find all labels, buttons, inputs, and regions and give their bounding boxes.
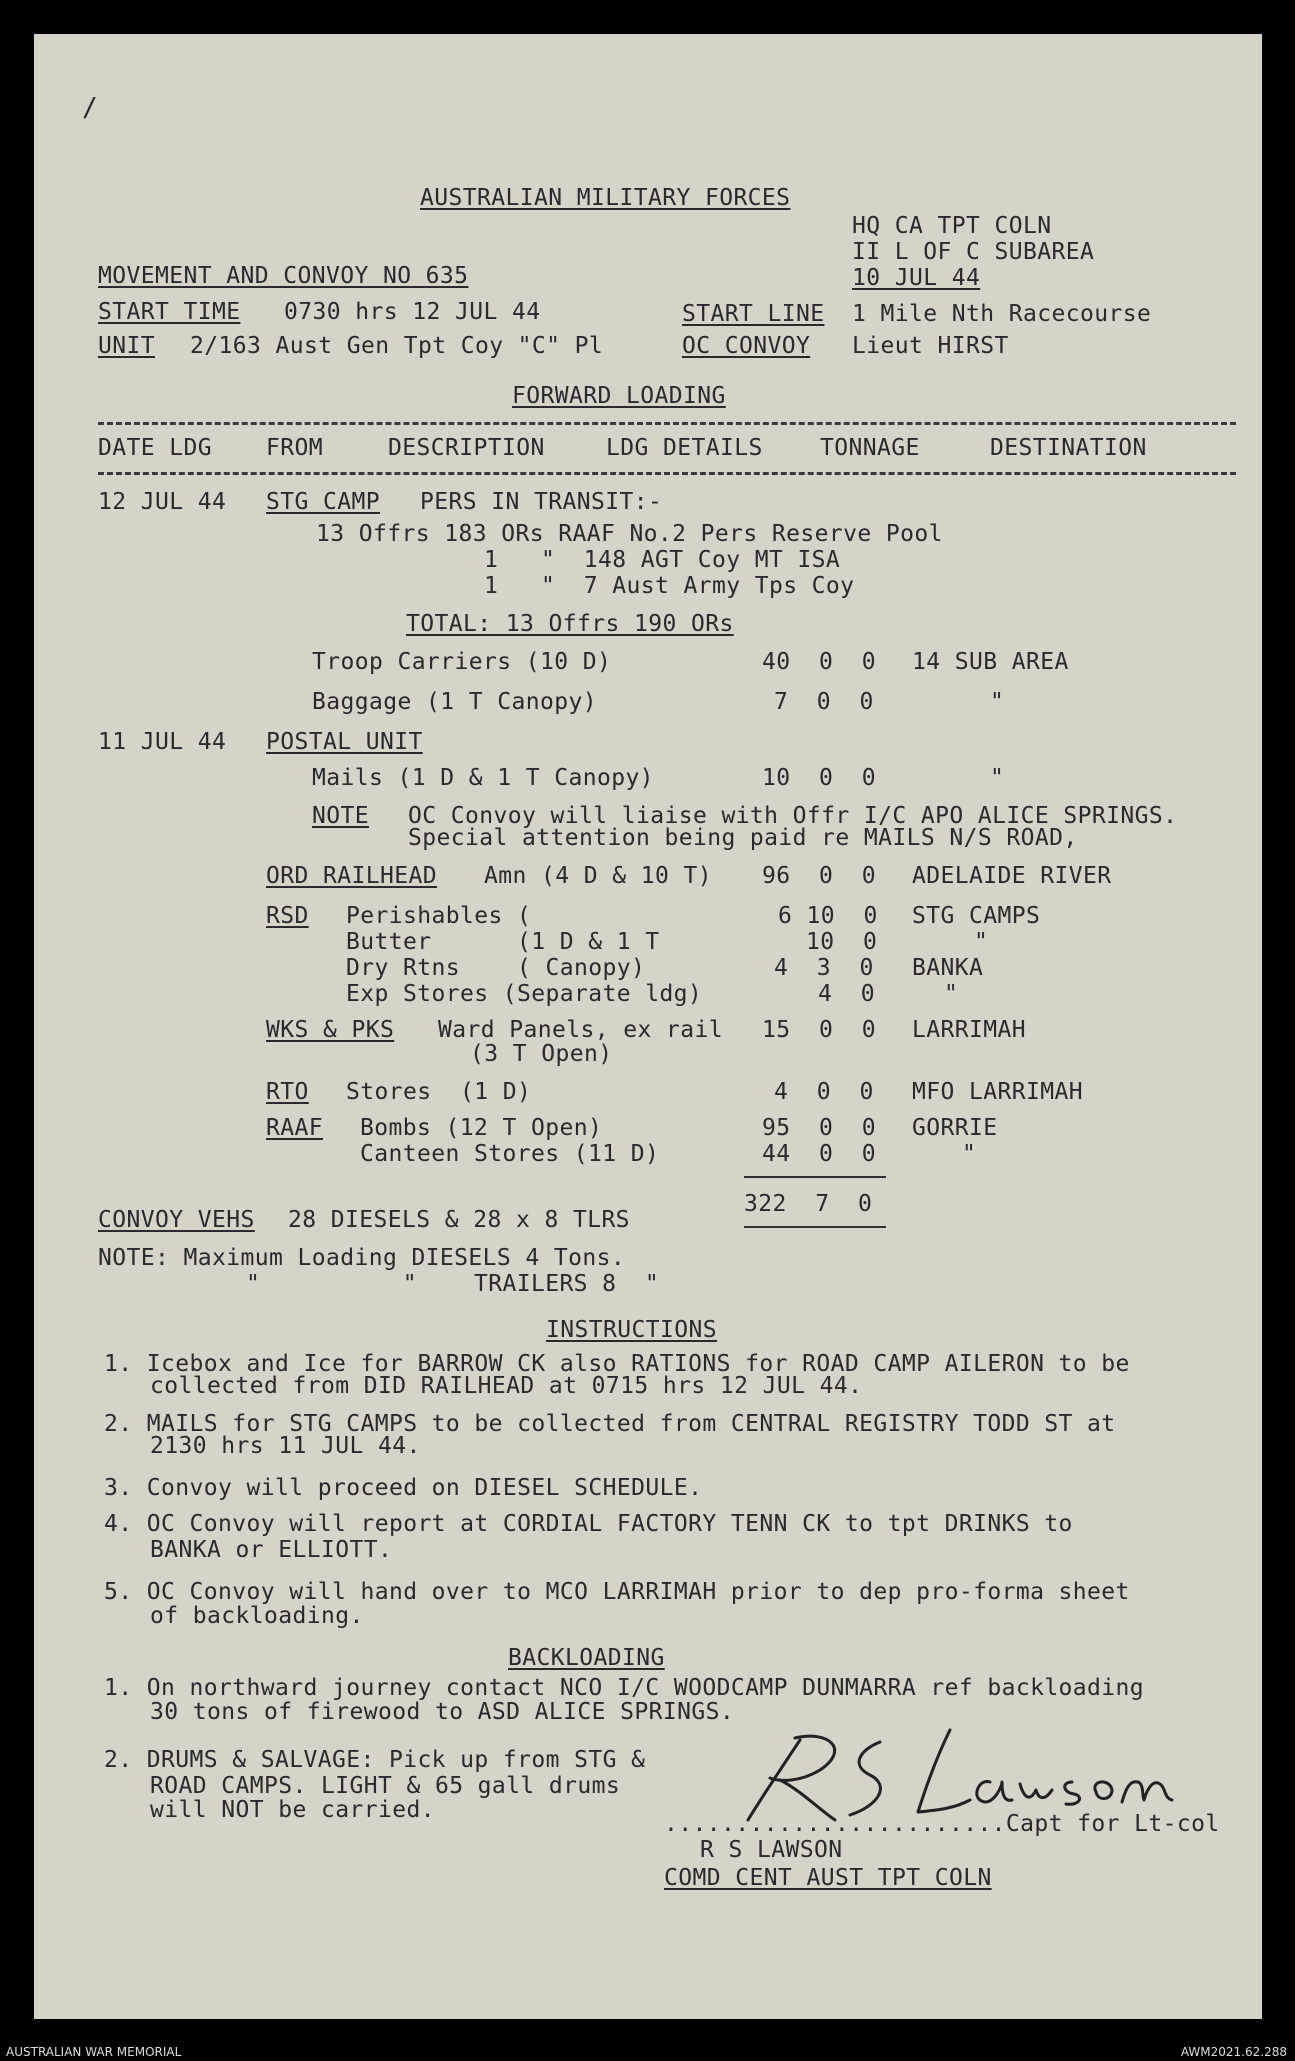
entry-from: STG CAMP	[266, 489, 380, 515]
entry-description: Exp Stores (Separate ldg)	[346, 981, 703, 1007]
backloading-item: 30 tons of firewood to ASD ALICE SPRINGS.	[150, 1699, 735, 1725]
entry-tonnage: 4 3 0	[774, 955, 874, 981]
entry-destination: "	[974, 929, 989, 955]
entry-destination: "	[990, 765, 1005, 791]
entry-tonnage: 40 0 0	[762, 649, 876, 675]
instruction-item: 3. Convoy will proceed on DIESEL SCHEDULE.	[104, 1475, 703, 1501]
entry-description: Stores (1 D)	[346, 1079, 532, 1105]
entry-from: RTO	[266, 1079, 309, 1105]
entry-description: Troop Carriers (10 D)	[312, 649, 612, 675]
max-loading-note: NOTE: Maximum Loading DIESELS 4 Tons.	[98, 1245, 626, 1271]
entry-destination: ADELAIDE RIVER	[912, 863, 1112, 889]
backloading-item: 2. DRUMS & SALVAGE: Pick up from STG &	[104, 1747, 646, 1773]
entry-description: Mails (1 D & 1 T Canopy)	[312, 765, 654, 791]
backloading-item: 1. On northward journey contact NCO I/C WOODCAMP DUNMARRA ref backloading	[104, 1675, 1145, 1701]
entry-tonnage: 44 0 0	[762, 1141, 876, 1167]
unit-label: UNIT	[98, 333, 155, 359]
entry-description-line: (3 T Open)	[470, 1041, 613, 1067]
instruction-item: of backloading.	[150, 1603, 364, 1629]
entry-description: Canteen Stores (11 D)	[360, 1141, 660, 1167]
grand-total-tonnage: 322 7 0	[744, 1191, 873, 1217]
backloading-item: ROAD CAMPS. LIGHT & 65 gall drums	[150, 1773, 621, 1799]
instruction-item: 2130 hrs 11 JUL 44.	[150, 1433, 421, 1459]
entry-from: WKS & PKS	[266, 1017, 395, 1043]
entry-destination: "	[944, 981, 959, 1007]
total-rule-top	[744, 1176, 886, 1178]
entry-tonnage: 6 10 0	[778, 903, 878, 929]
document-date: 10 JUL 44	[852, 265, 981, 291]
entry-tonnage: 15 0 0	[762, 1017, 876, 1043]
entry-from: RSD	[266, 903, 309, 929]
note-text: Special attention being paid re MAILS N/S ROAD,	[408, 825, 1078, 851]
footer-accession-number: AWM2021.62.288	[1180, 2045, 1287, 2059]
entry-destination: MFO LARRIMAH	[912, 1079, 1083, 1105]
instruction-item: 2. MAILS for STG CAMPS to be collected from CENTRAL REGISTRY TODD ST at	[104, 1411, 1116, 1437]
column-header-from: FROM	[266, 435, 323, 461]
hq-line-2: II L OF C SUBAREA	[852, 239, 1095, 265]
entry-description: Perishables (	[346, 903, 532, 929]
entry-destination: "	[962, 1141, 977, 1167]
column-header-tonnage: TONNAGE	[820, 435, 920, 461]
entry-date: 12 JUL 44	[98, 489, 227, 515]
entry-from: RAAF	[266, 1115, 323, 1141]
entry-tonnage: 96 0 0	[762, 863, 876, 889]
backloading-item: will NOT be carried.	[150, 1797, 435, 1823]
convoy-vehicles-label: CONVOY VEHS	[98, 1207, 255, 1233]
start-line-value: 1 Mile Nth Racecourse	[852, 301, 1152, 327]
pen-mark: /	[82, 93, 99, 123]
document-title: AUSTRALIAN MILITARY FORCES	[420, 185, 791, 211]
total-rule-bottom	[744, 1226, 886, 1228]
entry-destination: STG CAMPS	[912, 903, 1041, 929]
entry-description: Amn (4 D & 10 T)	[484, 863, 712, 889]
entry-date: 11 JUL 44	[98, 729, 227, 755]
entry-description: Ward Panels, ex rail	[438, 1017, 723, 1043]
entry-description-line: 13 Offrs 183 ORs RAAF No.2 Pers Reserve Pool	[316, 521, 943, 547]
entry-description-line: 1 " 7 Aust Army Tps Coy	[484, 573, 855, 599]
entry-tonnage: 7 0 0	[774, 689, 874, 715]
footer-institution: AUSTRALIAN WAR MEMORIAL	[6, 2045, 182, 2059]
entry-tonnage: 4 0	[818, 981, 875, 1007]
column-header-description: DESCRIPTION	[388, 435, 545, 461]
start-time-label: START TIME	[98, 299, 241, 325]
oc-convoy-label: OC CONVOY	[682, 333, 811, 359]
forward-loading-heading: FORWARD LOADING	[512, 383, 726, 409]
entry-description: Bombs (12 T Open)	[360, 1115, 603, 1141]
start-line-label: START LINE	[682, 301, 825, 327]
personnel-total: TOTAL: 13 Offrs 190 ORs	[406, 611, 734, 637]
signature-line: ........................Capt for Lt-col	[664, 1811, 1220, 1837]
convoy-vehicles-value: 28 DIESELS & 28 x 8 TLRS	[288, 1207, 630, 1233]
movement-number: MOVEMENT AND CONVOY NO 635	[98, 263, 469, 289]
entry-destination: LARRIMAH	[912, 1017, 1026, 1043]
oc-convoy-value: Lieut HIRST	[852, 333, 1009, 359]
column-header-destination: DESTINATION	[990, 435, 1147, 461]
entry-description: Dry Rtns ( Canopy)	[346, 955, 646, 981]
instruction-item: collected from DID RAILHEAD at 0715 hrs 12 JUL 44.	[150, 1373, 863, 1399]
instructions-heading: INSTRUCTIONS	[546, 1317, 717, 1343]
signatory-title: COMD CENT AUST TPT COLN	[664, 1865, 992, 1891]
entry-description-line: 1 " 148 AGT Coy MT ISA	[484, 547, 841, 573]
entry-description: PERS IN TRANSIT:-	[420, 489, 663, 515]
hq-line-1: HQ CA TPT COLN	[852, 213, 1052, 239]
entry-destination: BANKA	[912, 955, 984, 981]
backloading-heading: BACKLOADING	[508, 1645, 665, 1671]
note-text: OC Convoy will liaise with Offr I/C APO ALICE SPRINGS.	[408, 803, 1178, 829]
note-label: NOTE	[312, 803, 369, 829]
entry-destination: "	[990, 689, 1005, 715]
max-loading-note: " " TRAILERS 8 "	[246, 1271, 660, 1297]
signatory-name: R S LAWSON	[700, 1837, 843, 1863]
entry-from: ORD RAILHEAD	[266, 863, 437, 889]
unit-value: 2/163 Aust Gen Tpt Coy "C" Pl	[190, 333, 604, 359]
entry-tonnage: 4 0 0	[774, 1079, 874, 1105]
entry-description: Butter (1 D & 1 T	[346, 929, 660, 955]
entry-tonnage: 10 0 0	[762, 765, 876, 791]
column-rule-bottom	[98, 472, 1236, 475]
entry-tonnage: 10 0	[806, 929, 878, 955]
column-header-date: DATE LDG	[98, 435, 212, 461]
entry-tonnage: 95 0 0	[762, 1115, 876, 1141]
entry-destination: 14 SUB AREA	[912, 649, 1069, 675]
instruction-item: 1. Icebox and Ice for BARROW CK also RATIONS for ROAD CAMP AILERON to be	[104, 1351, 1130, 1377]
entry-from: POSTAL UNIT	[266, 729, 423, 755]
column-rule-top	[98, 422, 1236, 425]
column-header-ldg-details: LDG DETAILS	[606, 435, 763, 461]
instruction-item: 4. OC Convoy will report at CORDIAL FACTORY TENN CK to tpt DRINKS to	[104, 1511, 1073, 1537]
entry-destination: GORRIE	[912, 1115, 998, 1141]
instruction-item: 5. OC Convoy will hand over to MCO LARRIMAH prior to dep pro-forma sheet	[104, 1579, 1130, 1605]
entry-description: Baggage (1 T Canopy)	[312, 689, 597, 715]
instruction-item: BANKA or ELLIOTT.	[150, 1537, 393, 1563]
start-time-value: 0730 hrs 12 JUL 44	[284, 299, 541, 325]
